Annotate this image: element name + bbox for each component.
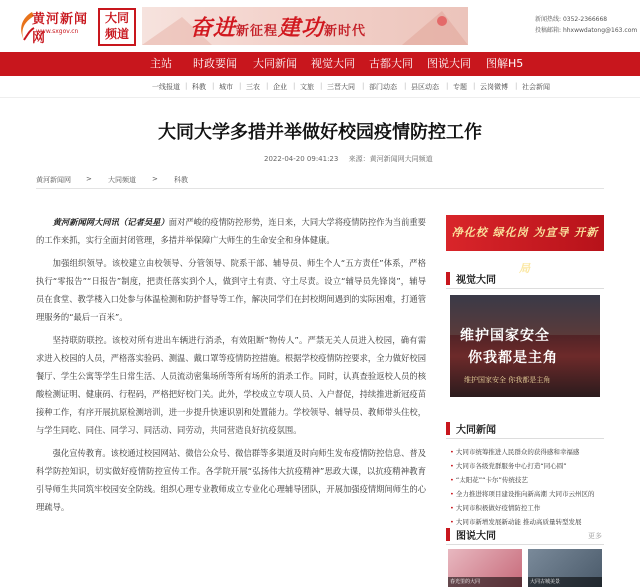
feature-headline-1: 维护国家安全 — [460, 328, 550, 344]
news-item[interactable]: • 大同市各级党群服务中心打造“同心圆” — [450, 459, 600, 473]
logo-url: www.sxgov.cn — [36, 28, 79, 35]
news-item[interactable]: • “太阳花”“卡尔”传统技艺 — [450, 473, 600, 487]
section-datong-news — [446, 419, 604, 439]
subnav-item[interactable]: 部门动态 — [369, 83, 397, 91]
feature-image[interactable] — [450, 295, 600, 397]
publish-time: 2022-04-20 09:41:23 — [264, 155, 339, 163]
section-title[interactable]: 视觉大同 — [456, 275, 496, 286]
news-item[interactable]: • 全力推进将项目建设推向新高潮 大同市云州区的 — [450, 487, 600, 501]
picture-thumbnail[interactable] — [528, 549, 602, 587]
main-nav — [0, 52, 640, 76]
hotline-number: 0352-2366668 — [562, 16, 608, 23]
section-marker-icon — [446, 272, 450, 285]
subnav-item[interactable]: 县区动态 — [411, 83, 439, 91]
article-body — [36, 213, 426, 521]
breadcrumb-channel[interactable]: 大同频道 — [108, 176, 136, 184]
subnav-item[interactable]: 文旅 — [300, 83, 314, 91]
subnav-item[interactable]: 一线报道 — [152, 83, 180, 91]
nav-item-pictures[interactable]: 图说大同 — [427, 57, 471, 70]
section-marker-icon — [446, 528, 450, 541]
article-paragraph: 坚持联防联控。该校对所有进出车辆进行消杀，有效阻断“物传人”。严禁无关人员进入校园，确有需求进入校园的人员，严格落实验码、测温、戴口罩等疫情防控措施。根据学校疫情防控要求，全力做好校园餐厅、学生公寓等学生日常生活、人员流动密集场所等所有场所的消杀工作。同时，认真查验返校人员的核酸检测证明、健康码、行程码，严格把好校门关。此外，学校成立专项人员、入户督促，持续推进新冠疫苗接种工作，有序开展抗原检测培训，进一步提升快速识别和处置能力。学校领导、辅导员、教师带头住校，与学生同吃、同住、同学习、同活动、同劳动，共同营造良好抗疫氛围。 — [36, 335, 426, 435]
site-header — [0, 0, 640, 52]
contact-email[interactable]: hhxwwdatong@163.com — [562, 27, 638, 34]
news-item[interactable]: • 大同市新增发展新动能 推动高质量转型发展 — [450, 515, 600, 529]
banner-slogan: 奋进新征程建功新时代 — [190, 15, 367, 41]
nav-item-datong-news[interactable]: 大同新闻 — [253, 57, 297, 70]
sidebar-banner[interactable]: 净化校 绿化岗 为宣导 开新局 — [446, 215, 604, 251]
subnav-item[interactable]: 三晋大同 — [327, 83, 355, 91]
news-list — [450, 445, 600, 529]
more-link[interactable]: 更多 — [588, 532, 602, 540]
picture-thumbnail[interactable] — [448, 549, 522, 587]
channel-line-1: 大同 — [104, 11, 129, 25]
breadcrumb-sep: > — [152, 175, 158, 183]
subnav-item[interactable]: 云岗微博 — [480, 83, 508, 91]
feature-caption: 维护国家安全 你我都是主角 — [464, 376, 551, 384]
section-pictures — [446, 525, 604, 545]
subnav-item[interactable]: 三农 — [246, 83, 260, 91]
thumbnail-caption: 春光里的大同 — [448, 577, 522, 587]
section-visual-datong — [446, 269, 604, 289]
article-source: 来源：黄河新闻网大同频道 — [348, 155, 433, 163]
subnav-item[interactable]: 企业 — [273, 83, 287, 91]
sub-nav: 一线报道 | 科教 | 城市 | 三农 | 企业 | 文旅 | 三晋大同 | 部门动态 | 县区动态 | 专题 | 云岗微博 | 社会新闻 — [0, 78, 640, 98]
picture-thumbnails — [448, 549, 604, 587]
subnav-item[interactable]: 城市 — [219, 83, 233, 91]
section-title[interactable]: 图说大同 — [456, 531, 496, 542]
article-meta — [264, 154, 433, 164]
article-paragraph: 黄河新闻网大同讯（记者吴星）面对严峻的疫情防控形势，连日来，大同大学将疫情防控作为当前重要的工作来抓，实行全面封闭管理，多措并举保障广大师生的生命安全和身体健康。 — [36, 217, 426, 245]
breadcrumb — [36, 175, 604, 189]
channel-badge[interactable] — [98, 8, 136, 46]
breadcrumb-home[interactable]: 黄河新闻网 — [36, 176, 71, 184]
subnav-item[interactable]: 科教 — [192, 83, 206, 91]
section-marker-icon — [446, 422, 450, 435]
article-paragraph: 强化宣传教育。该校通过校园网站、微信公众号、微信群等多渠道及时向师生发布疫情防控信息、普及科学防控知识，切实做好疫情防控宣传工作。各学院开展“弘扬伟大抗疫精神”思政大课，以抗疫精神教育引导师生共同筑牢校园安全防线。组织心理专业教师成立专业化心理辅导团队，开展加强疫情期间师生的心理疏导。 — [36, 448, 426, 512]
nav-item-politics[interactable]: 时政要闻 — [193, 57, 237, 70]
header-banner — [142, 7, 468, 45]
section-title[interactable]: 大同新闻 — [456, 425, 496, 436]
news-item[interactable]: • 大同市统筹推进人民群众的获得感和幸福感 — [450, 445, 600, 459]
site-logo[interactable] — [14, 6, 96, 46]
breadcrumb-category[interactable]: 科教 — [174, 176, 188, 184]
news-item[interactable]: • 大同市积极做好疫情防控工作 — [450, 501, 600, 515]
breadcrumb-sep: > — [86, 175, 92, 183]
nav-item-visual[interactable]: 视觉大同 — [311, 57, 355, 70]
subnav-item[interactable]: 专题 — [453, 83, 467, 91]
feature-headline-2: 你我都是主角 — [468, 350, 558, 366]
contact-info: 新闻热线: 0352-2366668 投稿邮箱: hhxwwdatong@163.com — [535, 16, 638, 34]
article-title: 大同大学多措并举做好校园疫情防控工作 — [158, 122, 482, 143]
nav-item-ancient-capital[interactable]: 古都大同 — [369, 57, 413, 70]
article-lead: 黄河新闻网大同讯（记者吴星） — [52, 217, 169, 227]
article-paragraph: 加强组织领导。该校建立由校领导、分管领导、院系干部、辅导员、师生个人“五方责任”体系，严格执行“零报告”“日报告”制度，把责任落实到个人，做到守土有责、守土尽责。设立“辅导员先锋岗”，辅导员在食堂、教学楼入口处参与体温检测和防护督导等工作，解决同学们在封校期间遇到的实际困难，打通管理服务的“最后一百米”。 — [36, 258, 426, 322]
thumbnail-caption: 大同古城美景 — [528, 577, 602, 587]
nav-item-home[interactable]: 主站 — [150, 57, 172, 70]
subnav-item[interactable]: 社会新闻 — [522, 83, 550, 91]
nav-item-h5[interactable]: 图解H5 — [486, 57, 524, 70]
logo-text: 黄河新闻网 — [32, 12, 89, 46]
channel-line-2: 频道 — [104, 27, 129, 41]
